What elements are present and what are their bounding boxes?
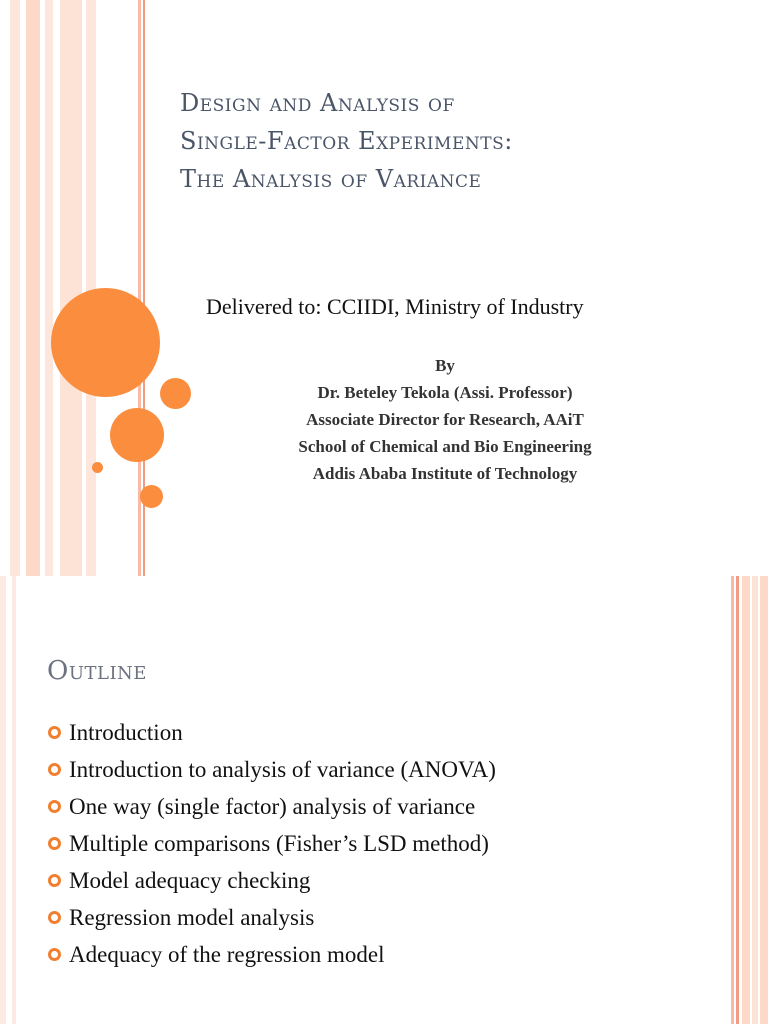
decorative-circle	[140, 485, 163, 508]
decorative-stripe	[12, 576, 16, 1024]
decorative-stripe	[760, 576, 768, 1024]
delivered-to: Delivered to: CCIIDI, Ministry of Industry	[206, 294, 584, 319]
outline-list	[48, 714, 496, 973]
decorative-stripe	[752, 576, 758, 1024]
circle-bullet-icon	[48, 800, 61, 813]
title-line: Design and Analysis of	[180, 89, 455, 117]
decorative-stripe	[45, 0, 53, 576]
circle-bullet-icon	[48, 763, 61, 776]
author-line: Dr. Beteley Tekola (Assi. Professor)	[317, 383, 573, 402]
author-line: Addis Ababa Institute of Technology	[312, 464, 578, 483]
list-item: Model adequacy checking	[48, 862, 496, 899]
decorative-circle	[160, 378, 191, 409]
circle-bullet-icon	[48, 874, 61, 887]
list-item: Introduction to analysis of variance (ANOVA)	[48, 751, 496, 788]
list-item: Adequacy of the regression model	[48, 936, 496, 973]
decorative-circle	[110, 408, 164, 462]
circle-bullet-icon	[48, 911, 61, 924]
decorative-stripe	[742, 576, 750, 1024]
list-item: Regression model analysis	[48, 899, 496, 936]
title-line: Single-Factor Experiments:	[180, 127, 513, 155]
decorative-stripe	[26, 0, 40, 576]
decorative-circle-large	[51, 288, 160, 397]
decorative-stripe	[731, 576, 734, 1024]
slide-title	[180, 84, 740, 198]
outline-slide	[0, 576, 768, 1024]
author-line: By	[435, 356, 455, 375]
author-line: School of Chemical and Bio Engineering	[298, 437, 592, 456]
circle-bullet-icon	[48, 948, 61, 961]
decorative-circle	[92, 462, 103, 473]
list-item: One way (single factor) analysis of variance	[48, 788, 496, 825]
author-block	[230, 352, 660, 487]
list-item: Multiple comparisons (Fisher’s LSD method)	[48, 825, 496, 862]
outline-title: Outline	[47, 656, 147, 686]
circle-bullet-icon	[48, 726, 61, 739]
list-item: Introduction	[48, 714, 496, 751]
decorative-stripe	[736, 576, 739, 1024]
author-line: Associate Director for Research, AAiT	[306, 410, 584, 429]
decorative-stripe	[0, 576, 6, 1024]
circle-bullet-icon	[48, 837, 61, 850]
title-line: The Analysis of Variance	[180, 165, 482, 193]
decorative-stripe	[60, 0, 82, 576]
decorative-stripe	[10, 0, 20, 576]
decorative-stripe	[138, 0, 141, 576]
